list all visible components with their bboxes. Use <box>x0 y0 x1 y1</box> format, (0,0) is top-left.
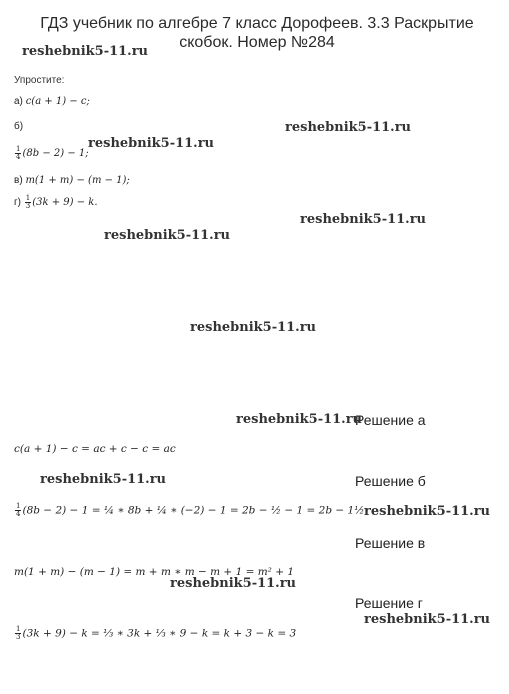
watermark: reshebnik5-11.ru <box>364 612 491 627</box>
watermark: reshebnik5-11.ru <box>300 212 427 227</box>
task-item-label: г) <box>14 197 21 209</box>
task-prompt: Упростите: <box>14 75 65 86</box>
task-item-expr: (3k + 9) − k. <box>32 197 98 209</box>
task-item-v <box>14 175 130 186</box>
solution-expr-text: (8b − 2) − 1 = ¼ ∗ 8b + ¼ ∗ (−2) − 1 = 2b − ½ − 1 = 2b − 1½ <box>22 504 365 517</box>
fraction: $\frac{1}{4}$ <box>16 145 21 161</box>
solution-expr-b <box>14 503 364 518</box>
task-item-label: в) <box>14 175 23 186</box>
watermark: reshebnik5-11.ru <box>364 504 491 519</box>
task-item-label: а) <box>14 96 23 107</box>
solution-expr-text: (3k + 9) − k = ⅓ ∗ 3k + ⅓ ∗ 9 − k = k + 3 − k = 3 <box>22 627 297 640</box>
fraction: $\frac{1}{3}$ <box>25 194 31 210</box>
solution-expr-g <box>14 626 296 641</box>
watermark: reshebnik5-11.ru <box>170 576 297 591</box>
solution-expr-a: c(a + 1) − c = ac + c − c = ac <box>14 443 176 455</box>
solution-heading-b: Решение б <box>355 473 426 489</box>
task-item-expr: (8b − 2) − 1; <box>22 148 89 160</box>
watermark: reshebnik5-11.ru <box>285 120 412 135</box>
task-item-b-expr <box>14 146 89 161</box>
fraction: $\frac{1}{4}$ <box>16 502 21 518</box>
task-item-b <box>14 121 23 132</box>
task-item-g <box>14 195 98 210</box>
watermark: reshebnik5-11.ru <box>236 412 363 427</box>
solution-expr-v: m(1 + m) − (m − 1) = m + m ∗ m − m + 1 = m² + 1 <box>14 566 295 578</box>
watermark: reshebnik5-11.ru <box>190 320 317 335</box>
solution-heading-v: Решение в <box>355 535 426 551</box>
task-item-expr: c(a + 1) − c; <box>25 96 90 107</box>
watermark: reshebnik5-11.ru <box>88 136 215 151</box>
task-item-a <box>14 96 90 107</box>
fraction: $\frac{1}{3}$ <box>16 625 21 641</box>
watermark: reshebnik5-11.ru <box>22 44 149 59</box>
watermark: reshebnik5-11.ru <box>104 228 231 243</box>
solution-heading-a: Решение а <box>355 412 426 428</box>
watermark: reshebnik5-11.ru <box>40 472 167 487</box>
solution-heading-g: Решение г <box>355 595 423 611</box>
task-item-expr: m(1 + m) − (m − 1); <box>25 175 130 186</box>
page-title: ГДЗ учебник по алгебре 7 класс Дорофеев. 3.3 Раскрытие скобок. Номер №284 <box>40 15 474 51</box>
task-item-label: б) <box>14 121 24 132</box>
